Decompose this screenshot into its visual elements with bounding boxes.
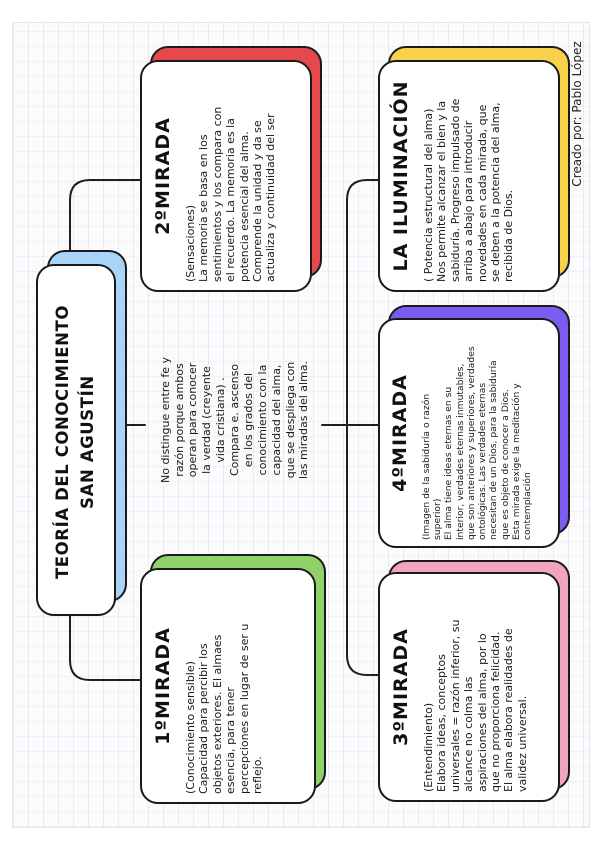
mirada4-title: 4ºMIRADA: [389, 374, 411, 492]
mirada2-title: 2ºMIRADA: [152, 117, 174, 235]
mirada2-card: [140, 60, 312, 292]
iluminacion-text: ( Potencia estructural del alma) Nos permite alcanzar el bien y la sabiduría. Progreso impulsado de arriba a abajo para introducir novedades en cada mirada, que se deben a la potencia del alma, recibida de Dios.: [422, 98, 516, 282]
mirada3-card: [378, 572, 560, 802]
diagram-title: TEORÍA DEL CONOCIMIENTO SAN AGUSTÍN: [53, 304, 97, 580]
mirada4-card: [378, 318, 560, 548]
credit-text: Creado por: Pablo López: [570, 41, 584, 187]
mirada2-text: (Sensaciones) La memoria se basa en los sentimientos y los compara con el recuerdo. La memoria es la potencia esencial del alma. Comprende la unidad y da se actualiza y continuidad del ser: [184, 106, 278, 282]
mirada1-card: [140, 568, 316, 804]
mirada1-title: 1ºMIRADA: [152, 627, 174, 745]
mirada3-title: 3ºMIRADA: [390, 628, 412, 746]
title-card: [36, 264, 116, 616]
center-note: No distingue entre fe y razón porque ambos operan para conocer la verdad (creyente vida cristiana) . Compara e. ascenso en los grados del conocimiento con la capacidad del alma, que se despliega con las miradas del alma.: [158, 356, 311, 484]
connector-to-mirada3: [347, 655, 378, 675]
iluminacion-title: LA ILUMINACIÓN: [390, 80, 412, 272]
connector-to-iluminacion: [347, 180, 378, 200]
mirada3-text: (Entendimiento) Elabora ideas, conceptos universales = razón inferior, su alcance no colma las aspiraciones del alma, por lo que no proporciona felicidad. El alma elabora realidades de validez universal.: [422, 619, 529, 792]
center-note-block: [145, 325, 325, 515]
mirada1-text: (Conocimiento sensible) Capacidad para percibir los objetos exteriores. El almaes esencia, para tener percepciones en lugar de ser u reflejo.: [184, 623, 265, 794]
iluminacion-card: [378, 60, 560, 292]
credit-block: [567, 29, 587, 199]
mirada4-text: (Imagen de la sabiduría o razón superior) El alma tiene ideas eternas en su interior, verdades eternas inmutables, que son anteriores y superiores, verdades ontológicas. Las verdades eternas necesitan de un Dios, para la sabiduría que es objeto de conocer a Dios. Esta mirada exige la meditación y contemplación: [421, 346, 533, 540]
